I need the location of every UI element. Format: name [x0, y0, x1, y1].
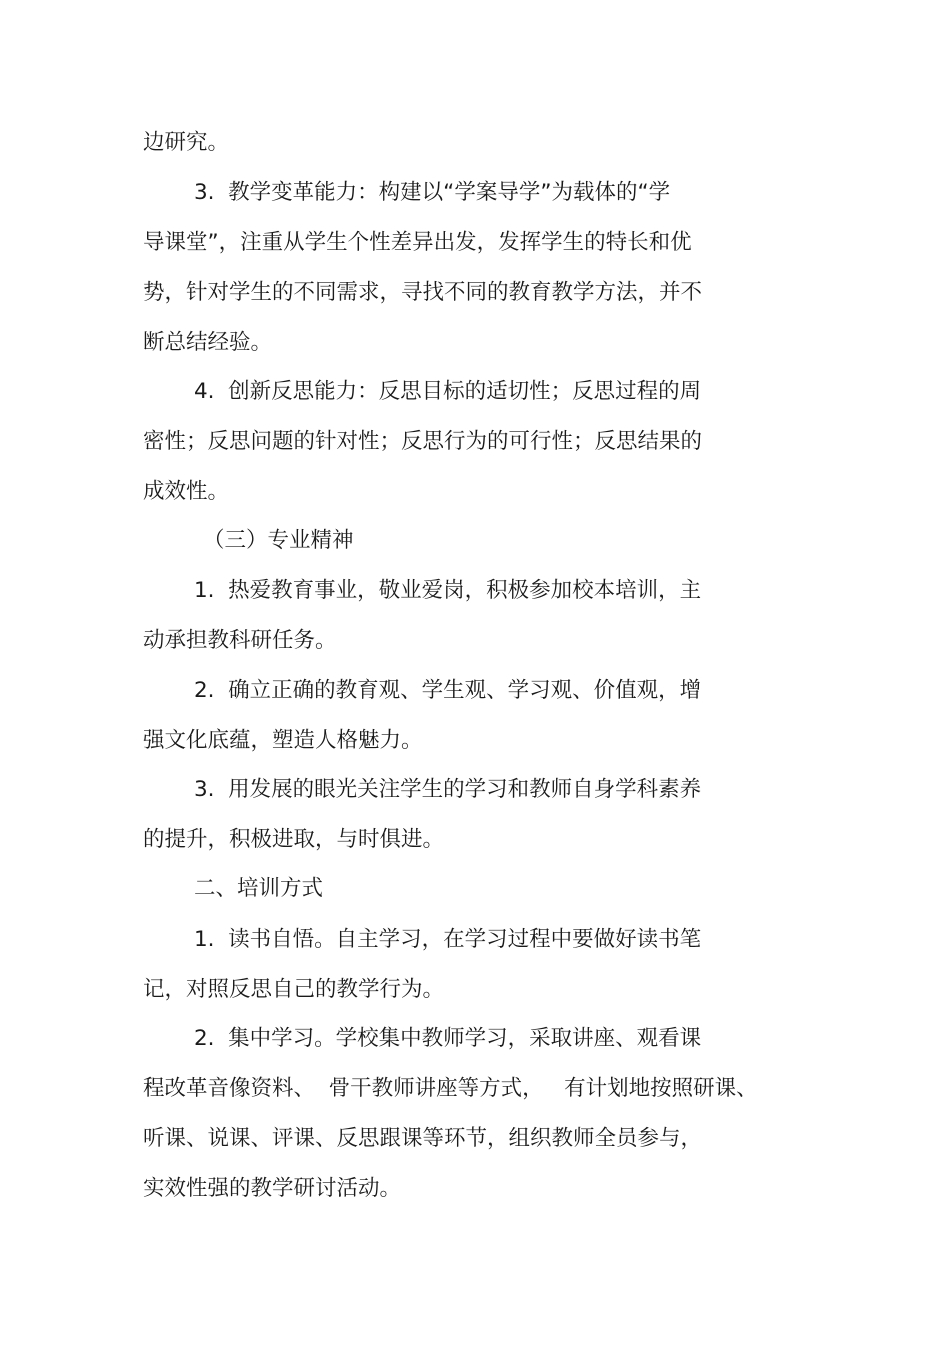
text-line: 听课、说课、评课、反思跟课等环节，组织教师全员参与， — [143, 1126, 703, 1151]
text-line: 的提升，积极进取，与时俱进。 — [143, 827, 445, 852]
text-line: 密性；反思问题的针对性；反思行为的可行性；反思结果的 — [143, 429, 703, 454]
text-line: 1. 读书自悟。自主学习，在学习过程中要做好读书笔 — [194, 927, 702, 952]
text-line: 边研究。 — [143, 130, 230, 155]
text-line: 2. 确立正确的教育观、学生观、学习观、价值观，增 — [194, 678, 702, 703]
text-line: 1. 热爱教育事业，敬业爱岗，积极参加校本培训，主 — [194, 578, 702, 603]
text-line: 导课堂”，注重从学生个性差异出发，发挥学生的特长和优 — [143, 230, 692, 255]
text-line: 记，对照反思自己的教学行为。 — [143, 977, 445, 1002]
text-line: 程改革音像资料、 骨干教师讲座等方式， 有计划地按照研课、 — [143, 1076, 758, 1101]
text-line: 成效性。 — [143, 479, 230, 504]
text-line: 实效性强的教学研讨活动。 — [143, 1176, 402, 1201]
text-line: 强文化底蕴，塑造人格魅力。 — [143, 728, 423, 753]
text-line: 3. 用发展的眼光关注学生的学习和教师自身学科素养 — [194, 777, 702, 802]
section-heading: （三）专业精神 — [203, 528, 354, 553]
text-line: 4. 创新反思能力：反思目标的适切性；反思过程的周 — [194, 379, 702, 404]
text-line: 动承担教科研任务。 — [143, 628, 337, 653]
text-line: 2. 集中学习。学校集中教师学习，采取讲座、观看课 — [194, 1026, 702, 1051]
text-line: 断总结经验。 — [143, 330, 273, 355]
text-line: 势，针对学生的不同需求，寻找不同的教育教学方法，并不 — [143, 280, 703, 305]
section-heading: 二、培训方式 — [194, 876, 324, 901]
text-line: 3. 教学变革能力：构建以“学案导学”为载体的“学 — [194, 180, 671, 205]
